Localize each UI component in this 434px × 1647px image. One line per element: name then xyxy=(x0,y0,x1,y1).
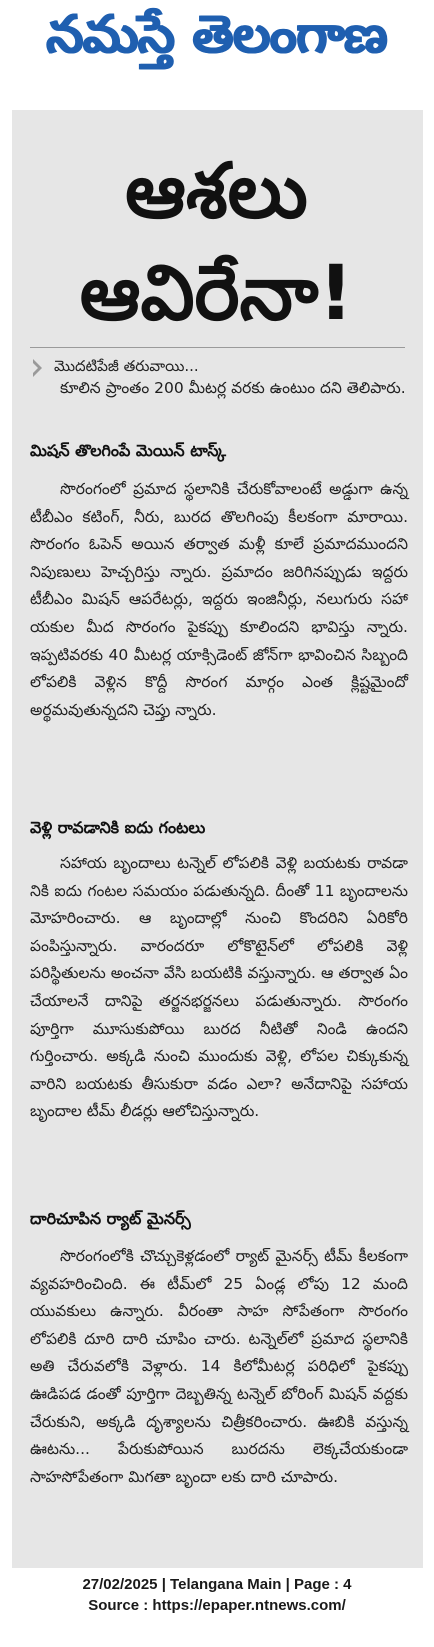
section-body-2: సహాయ బృందాలు టన్నెల్ లోపలికి వెళ్లి బయటకు రావడా నికి ఐదు గంటల సమయం పడుతున్నది. దీంతో 11 బృందాలను మోహరించారు. ఆ బృందాల్లో నుంచి కొందరిని ఏరికోరి పంపిస్తున్నారు. వారందరూ లోకొటైన్‌లో లోపలికి వెళ్లి పరిస్థితులను అంచనా వేసి బయటికి వస్తున్నారు. ఆ తర్వాత ఏం చేయాలనే దానిపై తర్జనభర్జనలు పడుతున్నారు. సొరంగం పూర్తిగా మూసుకుపోయి బురద నీటితో నిండి ఉందని గుర్తించారు. అక్కడి నుంచి ముందుకు వెళ్లి, లోపల చిక్కుకున్న వారిని బయటకు తీసుకురా వడం ఎలా? అనేదానిపై సహాయ బృందాల టీమ్ లీడర్లు ఆలోచిస్తున్నారు. xyxy=(30,854,408,1121)
section-body-3: సొరంగంలోకి చొచ్చుకెళ్లడంలో ర్యాట్ మైనర్స్ టీమ్ కీలకంగా వ్యవహరించింది. ఈ టీమ్‌లో 25 ఏండ్ల లోపు 12 మంది యువకులు ఉన్నారు. వీరంతా సాహ సోపేతంగా సొరంగం లోపలికి దూరి దారి చూపిం చారు. టన్నెల్‌లో ప్రమాద స్థలానికి అతి చేరువలోకి వెళ్లారు. 14 కిలోమీటర్ల పరిధిలో పైకప్పు ఊడిపడ డంతో పూర్తిగా దెబ్బతిన్న టన్నెల్ బోరింగ్ మిషన్ వద్దకు చేరుకుని, అక్కడి దృశ్యాలను చిత్రీకరించారు. ఊబికి వస్తున్న ఊటను... పేరుకుపోయిన బురదను లెక్కచేయకుండా సాహసోపేతంగా మిగతా బృందా లకు దారి చూపారు. xyxy=(30,1247,408,1486)
section-heading-2: వెళ్లి రావడానికి ఐదు గంటలు xyxy=(30,818,206,837)
headline-divider xyxy=(30,347,405,348)
newspaper-masthead: నమస్తే తెలంగాణ xyxy=(46,4,388,65)
headline-line-1: ఆశలు xyxy=(125,146,308,235)
section-heading-1: మిషన్ తొలగింపే మెయిన్ టాస్క్ xyxy=(30,441,226,460)
article-headline xyxy=(14,140,419,344)
continuation-label: మొదటిపేజీ తరువాయి... xyxy=(54,357,199,375)
intro-paragraph: కూలిన ప్రాంతం 200 మీటర్ల వరకు ఉంటుం దని తెలిపారు. xyxy=(60,379,406,397)
footer-date-edition: 27/02/2025 | Telangana Main | Page : 4 xyxy=(82,1576,352,1593)
section-heading-3: దారిచూపిన ర్యాట్ మైనర్స్ xyxy=(30,1209,191,1228)
footer-source: Source : https://epaper.ntnews.com/ xyxy=(88,1597,346,1614)
headline-line-2: ఆవిరేనా! xyxy=(79,248,354,337)
section-body-1: సొరంగంలో ప్రమాద స్థలానికి చేరుకోవాలంటే అడ్డుగా ఉన్న టీబీఎం కటింగ్, నీరు, బురద తొలగింపు కీలకంగా మారాయి. సొరంగం ఓపెన్ అయిన తర్వాత మళ్లీ కూలే ప్రమాదముందని నిపుణులు హెచ్చరిస్తు న్నారు. ప్రమాదం జరిగినప్పుడు ఇద్దరు టీబీఎం మిషన్ ఆపరేటర్లు, ఇద్దరు ఇంజినీర్లు, నలుగురు సహా యకుల మీద సొరంగం పైకప్పు కూలిందని భావిస్తు న్నారు. ఇప్పటివరకు 40 మీటర్ల యాక్సిడెంట్ జోన్‌గా భావించిన సిబ్బంది లోపలికి వెళ్లిన కొద్దీ సొరంగ మార్గం ఎంత క్లిష్టమైందో అర్థమవుతున్నదని చెప్తు న్నారు. xyxy=(30,480,408,719)
